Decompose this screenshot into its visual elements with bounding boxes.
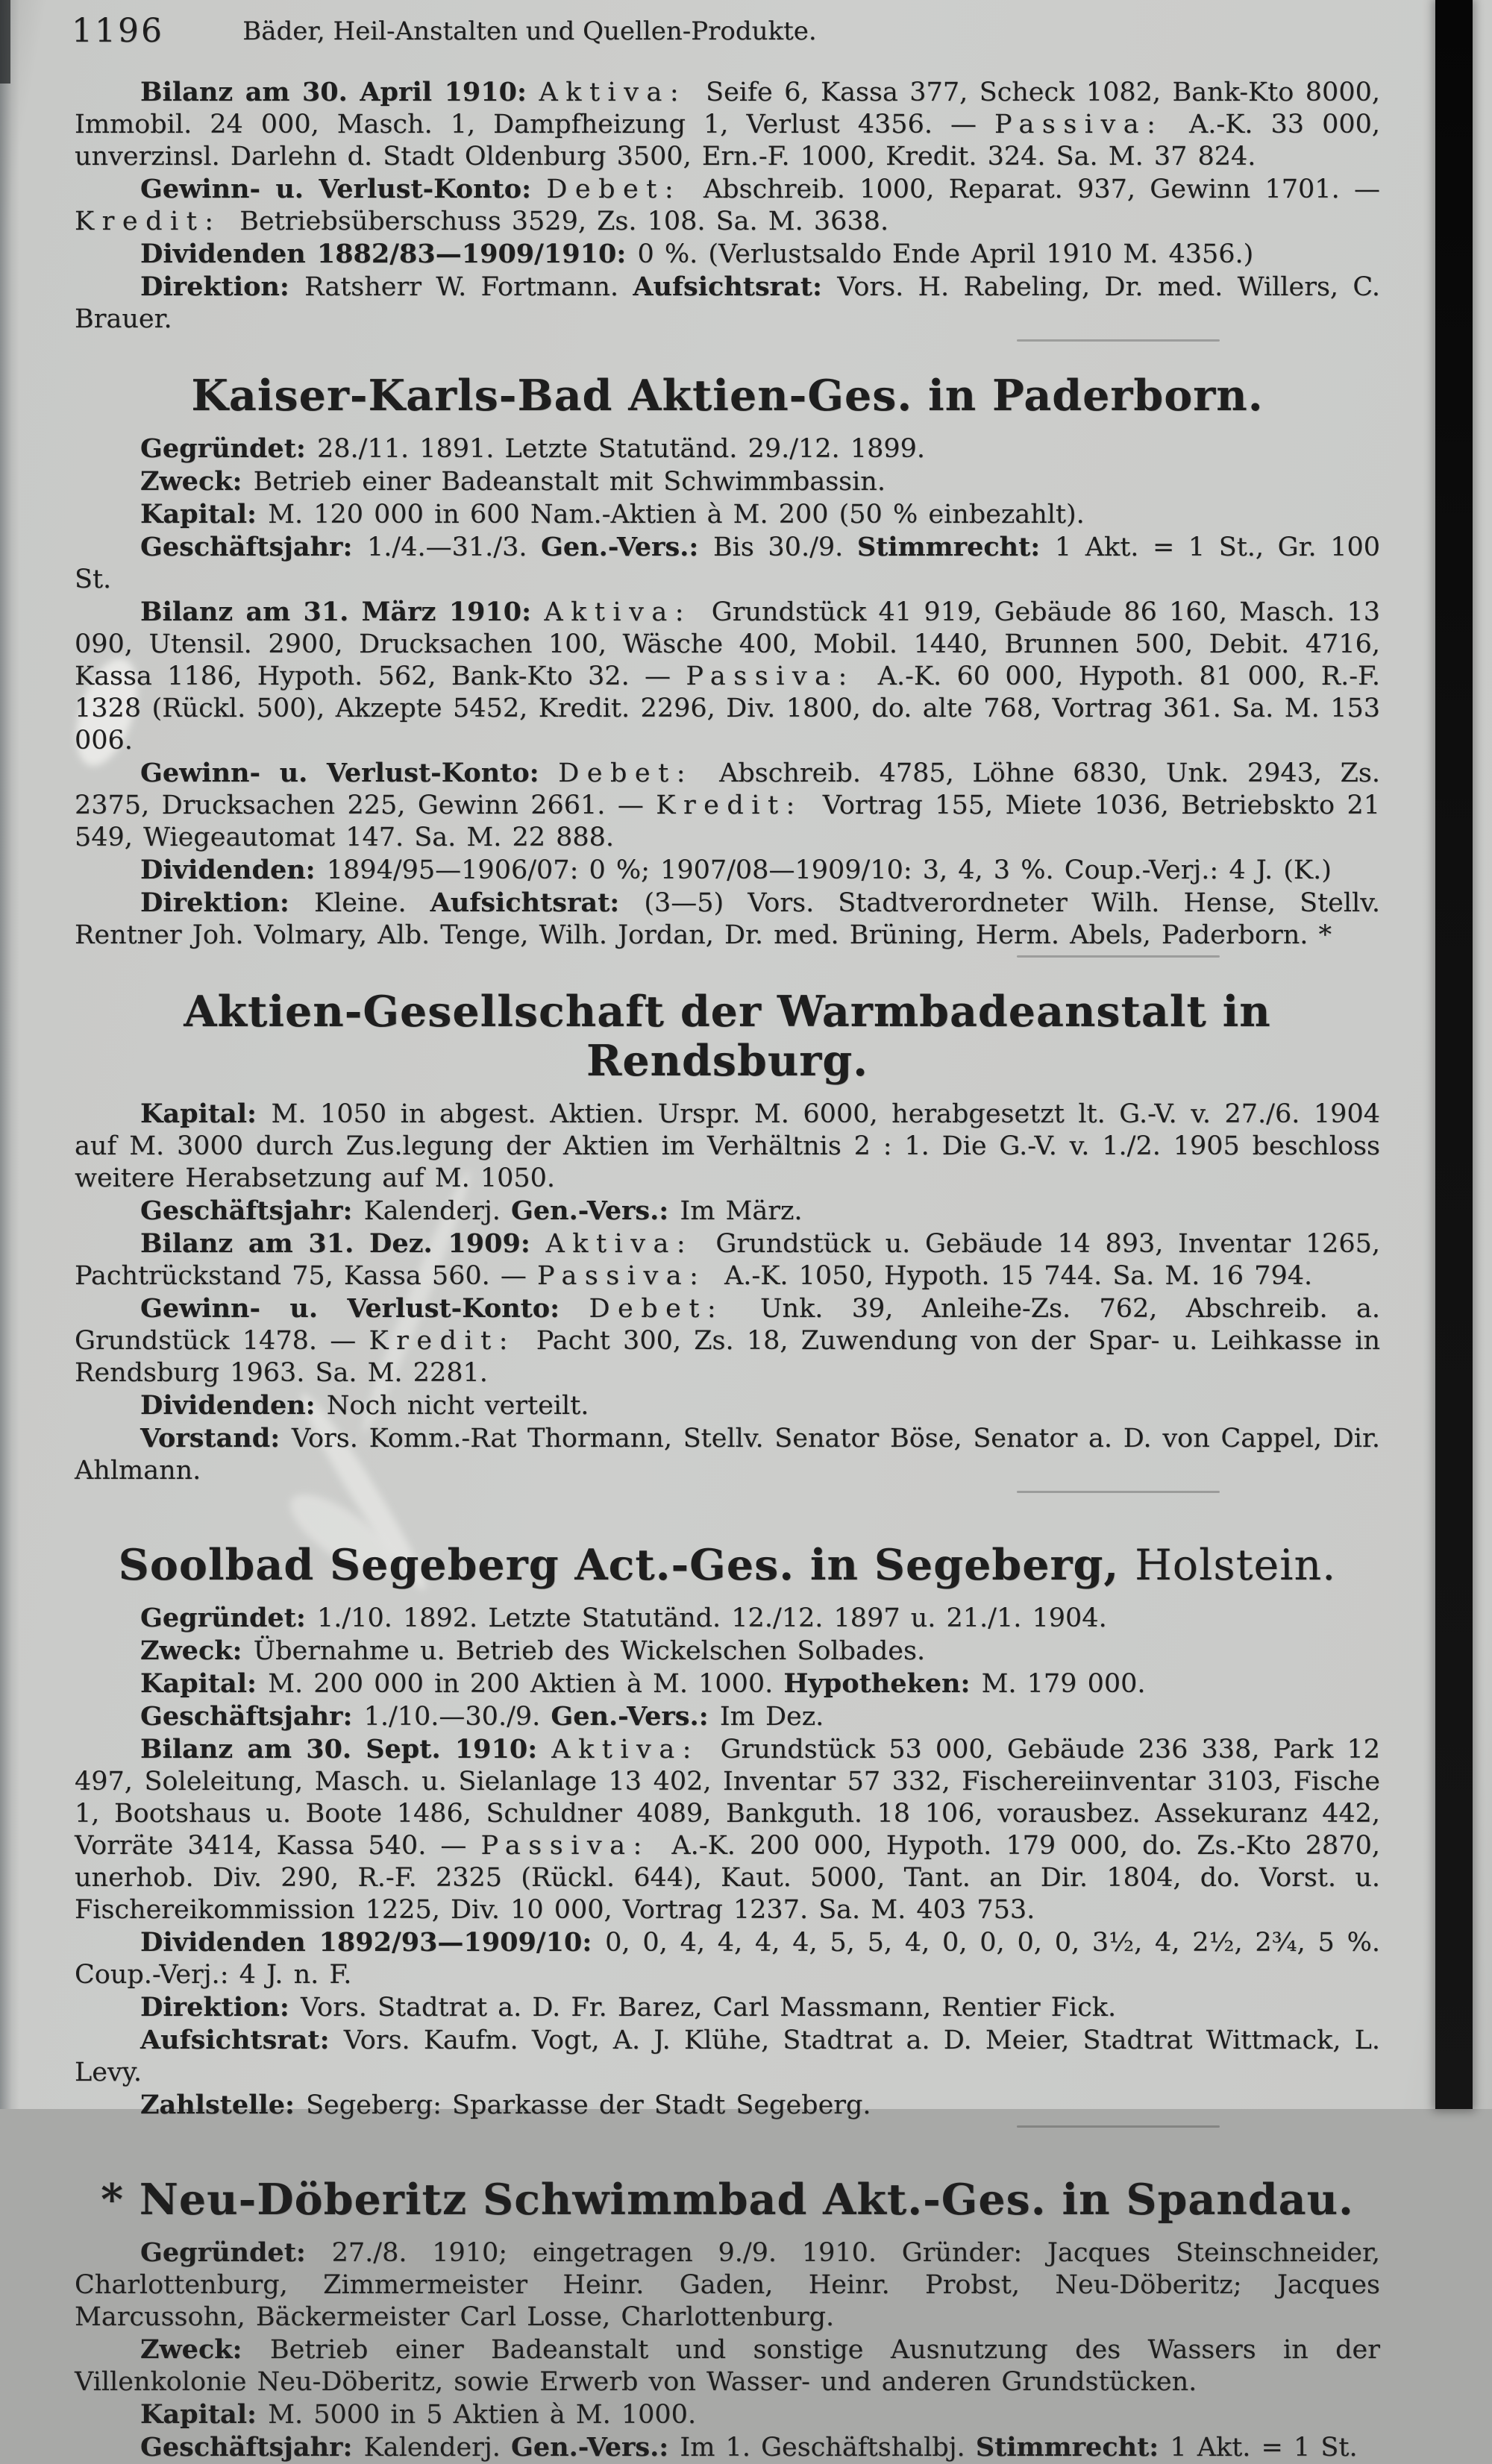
bold-label: Dividenden:: [140, 855, 327, 885]
text-run: 0, 0, 4, 4, 4, 4, 5, 5, 4, 0, 0, 0, 0, 3½, 4, 2½, 2¾, 5 %. Coup.-Verj.: 4 J. n. F.: [75, 1928, 1380, 1990]
text-run: Vors. Stadtrat a. D. Fr. Barez, Carl Massmann, Rentier Fick.: [300, 1993, 1117, 2023]
text-run: Abschreib. 4785, Löhne 6830, Unk. 2943, Zs. 2375, Drucksachen 225, Gewinn 2661. —: [75, 758, 1381, 820]
text-run: Kalenderj.: [363, 1196, 511, 1226]
bold-label: Kapital:: [140, 1668, 269, 1699]
spaced-label: Passiva:: [537, 1261, 725, 1291]
text-run: Kleine.: [313, 888, 430, 918]
text-run: Vortrag 155, Miete 1036, Betriebskto 21 549, Wiegeautomat 147. Sa. M. 22 888.: [75, 791, 1380, 852]
bold-label: Stimmrecht:: [856, 532, 1055, 562]
spaced-label: Aktiva:: [545, 1229, 716, 1259]
text-run: M. 200 000 in 200 Aktien à M. 1000.: [268, 1669, 784, 1699]
spaced-label: Passiva:: [480, 1831, 672, 1861]
entry-paragraph: [75, 2237, 1380, 2333]
bold-label: Aufsichtsrat:: [633, 271, 838, 302]
text-run: 1 Akt. = 1 St., Gr. 100 St.: [75, 532, 1380, 594]
scan-corner-mark: [0, 0, 10, 84]
entry-paragraph: [75, 1991, 1380, 2024]
text-run: 1 Akt. = 1 St.: [1170, 2433, 1358, 2463]
spaced-label: Debet:: [589, 1294, 761, 1324]
entry-paragraph: [75, 596, 1380, 757]
spaced-label: Debet:: [546, 175, 703, 204]
entry-paragraph: [75, 173, 1380, 238]
entry-paragraph: [75, 1422, 1380, 1487]
bold-label: Kapital:: [140, 2399, 269, 2430]
company-title: [75, 371, 1380, 421]
company-title: [75, 1541, 1380, 1590]
bold-label: Hypotheken:: [783, 1668, 982, 1699]
entry-paragraph: [75, 854, 1380, 887]
text-run: Bis 30./9.: [712, 532, 857, 562]
text-run: Betrieb einer Badeanstalt mit Schwimmbassin.: [253, 467, 886, 497]
text-run: Holstein.: [1135, 1541, 1337, 1590]
bold-label: Gen.-Vers.:: [510, 1195, 680, 1226]
bold-label: Bilanz am 31. März 1910:: [140, 597, 545, 627]
bold-label: Zahlstelle:: [140, 2090, 307, 2120]
text-run: 1894/95—1906/07: 0 %; 1907/08—1909/10: 3, 4, 3 %. Coup.-Verj.: 4 J. (K.): [326, 855, 1332, 885]
section-divider: [1017, 339, 1220, 342]
bold-label: Direktion:: [140, 887, 314, 918]
bold-label: Kapital:: [140, 1099, 272, 1129]
bold-label: Dividenden 1892/93—1909/10:: [140, 1927, 606, 1958]
text-run: Vors. Kaufm. Vogt, A. J. Klühe, Stadtrat a. D. Meier, Stadtrat Wittmack, L. Levy.: [75, 2025, 1380, 2087]
bold-label: Soolbad Segeberg Act.-Ges. in Segeberg,: [118, 1540, 1135, 1590]
entry-paragraph: [75, 531, 1380, 596]
bold-label: Geschäftsjahr:: [140, 1195, 364, 1226]
text-run: 1./4.—31./3.: [367, 532, 542, 562]
bold-label: Gewinn- u. Verlust-Konto:: [140, 174, 547, 204]
bold-label: Gewinn- u. Verlust-Konto:: [140, 758, 559, 788]
bold-label: Dividenden 1882/83—1909/1910:: [140, 239, 638, 269]
spaced-label: Debet:: [558, 758, 720, 788]
scan-edge-left: [0, 0, 19, 2109]
text-run: 0 %. (Verlustsaldo Ende April 1910 M. 4356.): [637, 239, 1254, 269]
text-run: Noch nicht verteilt.: [326, 1391, 589, 1421]
bold-label: Bilanz am 31. Dez. 1909:: [140, 1228, 546, 1259]
entry-paragraph: [75, 1602, 1380, 1635]
text-run: 1./10. 1892. Letzte Statutänd. 12./12. 1897 u. 21./1. 1904.: [316, 1603, 1107, 1633]
bold-label: Aufsichtsrat:: [430, 887, 645, 918]
page-number: 1196: [72, 12, 164, 50]
bold-label: Bilanz am 30. April 1910:: [140, 77, 539, 107]
entry-soolbad-segeberg: [75, 1541, 1380, 2128]
bold-label: Gen.-Vers.:: [541, 532, 713, 562]
entry-paragraph: [75, 757, 1380, 854]
page-content: [72, 12, 1381, 2464]
bold-label: Aktien-Gesellschaft der Warmbadeanstalt in Rendsburg.: [184, 987, 1271, 1086]
text-run: Vors. H. Rabeling, Dr. med. Willers, C. Brauer.: [75, 272, 1381, 334]
entry-paragraph: [75, 1098, 1380, 1195]
entry-paragraph: [75, 1195, 1380, 1228]
bold-label: Zweck:: [140, 2334, 270, 2365]
bold-label: Zweck:: [140, 1635, 254, 1666]
bold-label: * Neu-Döberitz Schwimmbad Akt.-Ges. in Spandau.: [101, 2175, 1354, 2225]
spaced-label: Aktiva:: [539, 78, 706, 107]
text-run: Ratsherr W. Fortmann.: [304, 272, 633, 302]
text-run: Betrieb einer Badeanstalt und sonstige Ausnutzung des Wassers in der Villenkolonie Neu-Döberitz, sowie Erwerb von Wasser- und anderen Grundstücken.: [75, 2335, 1380, 2397]
text-run: Grundstück u. Gebäude 14 893, Inventar 1265, Pachtrückstand 75, Kassa 560. —: [75, 1229, 1380, 1291]
entry-paragraph: [75, 2431, 1380, 2464]
spaced-label: Aktiva:: [544, 597, 712, 627]
text-run: Im 1. Geschäftshalbj.: [680, 2433, 976, 2463]
entry-oldenburg-continuation: [75, 76, 1380, 342]
text-run: A.-K. 33 000, unverzinsl. Darlehn d. Stadt Oldenburg 3500, Ern.-F. 1000, Kredit. 324. Sa. M. 37 824.: [75, 110, 1381, 172]
bold-label: Zweck:: [140, 466, 254, 497]
text-run: Seife 6, Kassa 377, Scheck 1082, Bank-Kto 8000, Immobil. 24 000, Masch. 1, Dampfheizung 1, Verlust 4356. —: [75, 78, 1380, 139]
spaced-label: Kredit:: [75, 207, 240, 236]
section-divider: [1017, 955, 1220, 958]
text-run: 28./11. 1891. Letzte Statutänd. 29./12. 1899.: [316, 434, 925, 464]
section-divider: [1017, 1491, 1220, 1493]
company-title: [75, 987, 1380, 1086]
entries: [75, 76, 1380, 2464]
entry-paragraph: [75, 887, 1380, 952]
entry-neu-doeberitz-spandau: [75, 2175, 1380, 2464]
bold-label: Bilanz am 30. Sept. 1910:: [140, 1734, 552, 1764]
spaced-label: Kredit:: [656, 791, 823, 820]
entry-paragraph: [75, 76, 1380, 173]
text-run: M. 1050 in abgest. Aktien. Urspr. M. 6000, herabgesetzt lt. G.-V. v. 27./6. 1904 auf M. 3000 durch Zus.legung der Aktien im Verhältnis 2 : 1. Die G.-V. v. 1./2. 1905 beschloss weitere Herabsetzung auf M. 1050.: [75, 1099, 1380, 1193]
entry-paragraph: [75, 271, 1380, 336]
text-run: Im März.: [680, 1196, 803, 1226]
entry-paragraph: [75, 1228, 1380, 1292]
entry-paragraph: [75, 1926, 1380, 1991]
bold-label: Direktion:: [140, 1992, 301, 2023]
bold-label: Geschäftsjahr:: [140, 532, 368, 562]
bold-label: Vorstand:: [140, 1423, 292, 1453]
bold-label: Gegründet:: [140, 433, 317, 464]
text-run: Kalenderj.: [363, 2433, 511, 2463]
entry-paragraph: [75, 2333, 1380, 2398]
text-run: Betriebsüberschuss 3529, Zs. 108. Sa. M. 3638.: [239, 207, 889, 236]
entry-paragraph: [75, 238, 1380, 271]
entry-paragraph: [75, 465, 1380, 498]
text-run: 1./10.—30./9.: [363, 1702, 551, 1732]
text-run: Vors. Komm.-Rat Thormann, Stellv. Senator Böse, Senator a. D. von Cappel, Dir. Ahlmann.: [75, 1424, 1380, 1486]
bold-label: Geschäftsjahr:: [140, 1701, 364, 1732]
text-run: Grundstück 41 919, Gebäude 86 160, Masch. 13 090, Utensil. 2900, Drucksachen 100, Wäsche 400, Mobil. 1440, Brunnen 500, Debit. 4716, Kassa 1186, Hypoth. 562, Bank-Kto 32. —: [75, 597, 1380, 691]
bold-label: Gewinn- u. Verlust-Konto:: [140, 1293, 589, 1324]
bold-label: Stimmrecht:: [975, 2432, 1170, 2463]
bold-label: Gen.-Vers.:: [510, 2432, 680, 2463]
page-header: [72, 12, 1380, 55]
entry-paragraph: [75, 1389, 1380, 1422]
entry-paragraph: [75, 1733, 1380, 1926]
entry-warmbadeanstalt-rendsburg: [75, 987, 1380, 1493]
text-run: Abschreib. 1000, Reparat. 937, Gewinn 1701. —: [703, 175, 1380, 204]
entry-paragraph: [75, 2398, 1380, 2431]
text-run: Segeberg: Sparkasse der Stadt Segeberg.: [306, 2090, 871, 2120]
spaced-label: Aktiva:: [551, 1735, 721, 1764]
bold-label: Gegründet:: [140, 2237, 332, 2268]
bold-label: Direktion:: [140, 271, 305, 302]
scan-edge-right: [1435, 0, 1473, 2109]
section-divider: [1017, 2125, 1220, 2128]
text-run: Pacht 300, Zs. 18, Zuwendung von der Spar- u. Leihkasse in Rendsburg 1963. Sa. M. 2281.: [75, 1326, 1380, 1388]
text-run: (3—5) Vors. Stadtverordneter Wilh. Hense, Stellv. Rentner Joh. Volmary, Alb. Tenge, Wilh. Jordan, Dr. med. Brüning, Herm. Abels, Paderborn. *: [75, 888, 1380, 950]
bold-label: Dividenden:: [140, 1390, 327, 1421]
text-run: A.-K. 1050, Hypoth. 15 744. Sa. M. 16 794.: [724, 1261, 1313, 1291]
text-run: Übernahme u. Betrieb des Wickelschen Solbades.: [253, 1636, 926, 1666]
text-run: M. 179 000.: [981, 1669, 1146, 1699]
bold-label: Kaiser-Karls-Bad Aktien-Ges. in Paderborn.: [191, 371, 1264, 421]
entry-paragraph: [75, 2089, 1380, 2122]
text-run: Grundstück 53 000, Gebäude 236 338, Park 12 497, Soleleitung, Masch. u. Sielanlage 13 402, Inventar 57 332, Fischereiinventar 3103, Fische 1, Bootshaus u. Boote 1486, Schuldner 4089, Bankguth. 18 106, vorausbez. Assekuranz 442, Vorräte 3414, Kassa 540. —: [75, 1735, 1380, 1861]
entry-paragraph: [75, 1635, 1380, 1668]
company-title: [75, 2175, 1380, 2225]
bold-label: Gegründet:: [140, 1603, 317, 1633]
spaced-label: Passiva:: [994, 110, 1189, 139]
entry-paragraph: [75, 1700, 1380, 1733]
entry-paragraph: [75, 433, 1380, 465]
text-run: M. 120 000 in 600 Nam.-Aktien à M. 200 (50 % einbezahlt).: [268, 500, 1085, 529]
bold-label: Geschäftsjahr:: [140, 2432, 364, 2463]
text-run: 27./8. 1910; eingetragen 9./9. 1910. Gründer: Jacques Steinschneider, Charlottenburg, Zimmermeister Heinr. Gaden, Heinr. Probst, Neu-Döberitz; Jacques Marcussohn, Bäckermeister Carl Losse, Charlottenburg.: [75, 2238, 1380, 2332]
spaced-label: Kredit:: [369, 1326, 536, 1356]
entry-kaiser-karls-bad-paderborn: [75, 371, 1380, 958]
text-run: A.-K. 200 000, Hypoth. 179 000, do. Zs.-Kto 2870, unerhob. Div. 290, R.-F. 2325 (Rückl. 644), Kaut. 5000, Tant. an Dir. 1804, do. Vorst. u. Fischereikommission 1225, Div. 10 000, Vortrag 1237. Sa. M. 403 753.: [75, 1831, 1380, 1925]
bold-label: Aufsichtsrat:: [140, 2025, 344, 2055]
text-run: M. 5000 in 5 Aktien à M. 1000.: [268, 2400, 697, 2430]
text-run: Im Dez.: [719, 1702, 824, 1732]
entry-paragraph: [75, 1292, 1380, 1389]
running-title: Bäder, Heil-Anstalten und Quellen-Produkte.: [242, 16, 817, 46]
bold-label: Gen.-Vers.:: [551, 1701, 720, 1732]
entry-paragraph: [75, 2024, 1380, 2089]
text-run: A.-K. 60 000, Hypoth. 81 000, R.-F. 1328 (Rückl. 500), Akzepte 5452, Kredit. 2296, Div. 1800, do. alte 768, Vortrag 361. Sa. M. 153 006.: [75, 661, 1380, 755]
spaced-label: Passiva:: [686, 661, 878, 691]
bold-label: Kapital:: [140, 499, 269, 529]
entry-paragraph: [75, 1668, 1380, 1700]
text-run: Unk. 39, Anleihe-Zs. 762, Abschreib. a. Grundstück 1478. —: [75, 1294, 1380, 1356]
entry-paragraph: [75, 498, 1380, 531]
